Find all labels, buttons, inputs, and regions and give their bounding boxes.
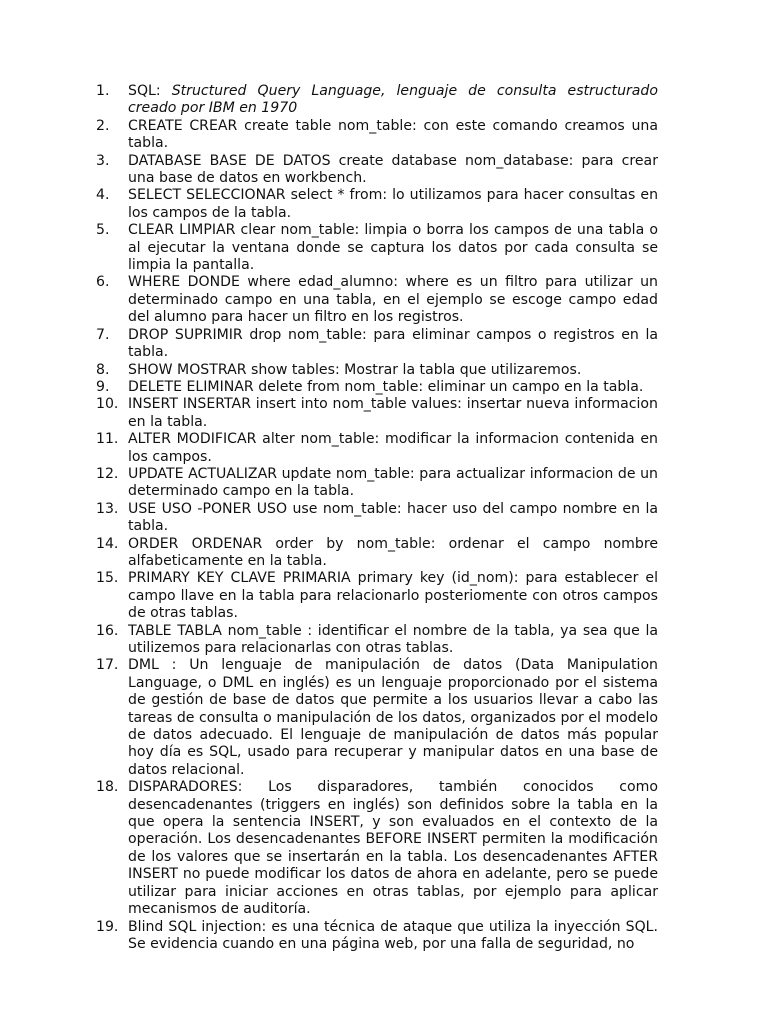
list-item xyxy=(96,570,658,622)
list-item xyxy=(96,396,658,431)
list-item-number: 15. xyxy=(96,570,119,587)
list-item xyxy=(96,919,658,954)
list-item xyxy=(96,222,658,274)
list-item-text xyxy=(128,83,658,118)
list-item-number: 4. xyxy=(96,187,110,204)
list-item-number: 17. xyxy=(96,657,119,674)
list-item-italic-definition: Structured Query Language, lenguaje de consulta estructurado creado por IBM en 1970 xyxy=(128,83,658,117)
list-item xyxy=(96,623,658,658)
list-item-term: SQL: xyxy=(128,83,172,99)
list-item-number: 16. xyxy=(96,622,119,639)
list-item xyxy=(96,153,658,188)
list-item-number: 7. xyxy=(96,326,110,343)
list-item-text: DROP SUPRIMIR drop nom_table: para eliminar campos o registros en la tabla. xyxy=(128,326,658,361)
list-item-number: 12. xyxy=(96,465,119,482)
list-item xyxy=(96,536,658,571)
list-item xyxy=(96,501,658,536)
list-item xyxy=(96,466,658,501)
list-item xyxy=(96,431,658,466)
list-item-number: 11. xyxy=(96,431,119,448)
list-item-text: SHOW MOSTRAR show tables: Mostrar la tabla que utilizaremos. xyxy=(128,361,582,378)
list-item-number: 9. xyxy=(96,378,110,395)
list-item xyxy=(96,362,658,379)
list-item-text: SELECT SELECCIONAR select * from: lo utilizamos para hacer consultas en los campos de la tabla. xyxy=(128,187,658,221)
list-item-number: 8. xyxy=(96,361,110,378)
list-item xyxy=(96,327,658,362)
numbered-list xyxy=(96,83,658,953)
list-item-text: DML : Un lenguaje de manipulación de datos (Data Manipulation Language, o DML en inglés) es un lenguaje proporcionado por el sistema de gestión de base de datos que permite a los usuarios llevar a cabo las tareas de consulta o manipulación de los datos, organizados por el modelo de datos adecuado. El lenguaje de manipulación de datos más popular hoy día es SQL, usado para recuperar y manipular datos en una base de datos relacional. xyxy=(128,657,658,778)
list-item xyxy=(96,657,658,779)
list-item-number: 14. xyxy=(96,535,119,552)
list-item-text: USE USO -PONER USO use nom_table: hacer uso del campo nombre en la tabla. xyxy=(128,500,658,535)
list-item xyxy=(96,779,658,918)
list-item-text: TABLE TABLA nom_table : identificar el nombre de la tabla, ya sea que la utilizemos para relacionarlas con otras tablas. xyxy=(128,622,658,656)
list-item-number: 3. xyxy=(96,152,110,169)
list-item xyxy=(96,379,658,396)
list-item-number: 2. xyxy=(96,117,110,134)
list-item-number: 13. xyxy=(96,500,119,517)
list-item-number: 18. xyxy=(96,779,119,796)
list-item-text: ORDER ORDENAR order by nom_table: ordenar el campo nombre alfabeticamente en la tabla. xyxy=(128,535,658,569)
list-item xyxy=(96,83,658,118)
list-item xyxy=(96,187,658,222)
list-item-number: 1. xyxy=(96,83,110,99)
list-item-text: INSERT INSERTAR insert into nom_table values: insertar nueva informacion en la tabla. xyxy=(128,396,658,430)
list-item-number: 10. xyxy=(96,396,119,413)
list-item-number: 19. xyxy=(96,918,119,935)
list-item-text: PRIMARY KEY CLAVE PRIMARIA primary key (id_nom): para establecer el campo llave en la tabla para relacionarlo posteriomente con otros campos de otras tablas. xyxy=(128,570,658,622)
list-item-text: DISPARADORES: Los disparadores, también conocidos como desencadenantes (triggers en inglés) son definidos sobre la tabla en la que opera la sentencia INSERT, y son evaluados en el contexto de la operación. Los desencadenantes BEFORE INSERT permiten la modificación de los valores que se insertarán en la tabla. Los desencadenantes AFTER INSERT no puede modificar los datos de ahora en adelante, pero se puede utilizar para iniciar acciones en otras tablas, por ejemplo para aplicar mecanismos de auditoría. xyxy=(128,779,658,918)
list-item-text: Blind SQL injection: es una técnica de ataque que utiliza la inyección SQL. Se evidencia cuando en una página web, por una falla de seguridad, no xyxy=(128,918,658,952)
list-item-text: CLEAR LIMPIAR clear nom_table: limpia o borra los campos de una tabla o al ejecutar la ventana donde se captura los datos por cada consulta se limpia la pantalla. xyxy=(128,222,658,274)
list-item-text: ALTER MODIFICAR alter nom_table: modificar la informacion contenida en los campos. xyxy=(128,431,658,465)
list-item-text: CREATE CREAR create table nom_table: con este comando creamos una tabla. xyxy=(128,117,658,152)
list-item xyxy=(96,118,658,153)
list-item-text: DATABASE BASE DE DATOS create database nom_database: para crear una base de datos en workbench. xyxy=(128,152,658,187)
list-item-number: 5. xyxy=(96,222,110,239)
list-item-text: WHERE DONDE where edad_alumno: where es un filtro para utilizar un determinado campo en una tabla, en el ejemplo se escoge campo edad del alumno para hacer un filtro en los registros. xyxy=(128,274,658,326)
list-item xyxy=(96,274,658,326)
list-item-number: 6. xyxy=(96,274,110,291)
list-item-text: DELETE ELIMINAR delete from nom_table: eliminar un campo en la tabla. xyxy=(128,378,644,395)
list-item-text: UPDATE ACTUALIZAR update nom_table: para actualizar informacion de un determinado campo en la tabla. xyxy=(128,465,658,500)
